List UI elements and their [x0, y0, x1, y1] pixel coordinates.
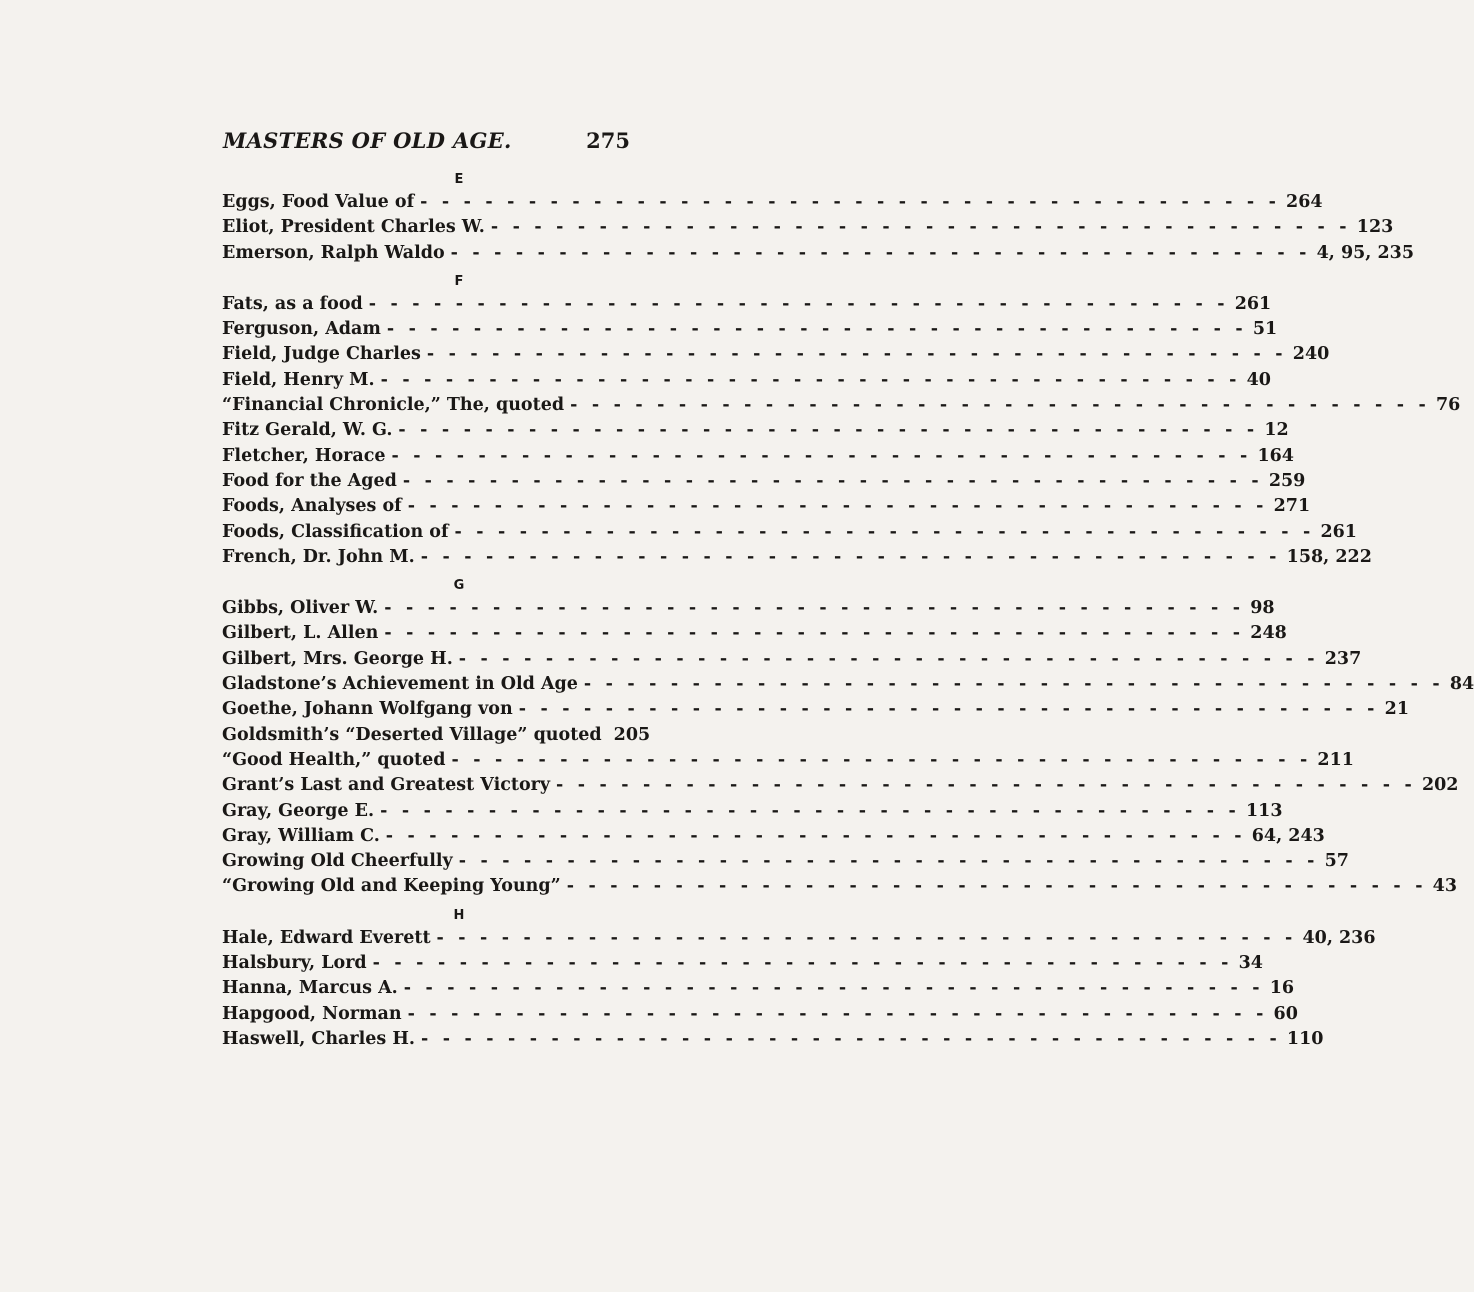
entry-name: Foods, Classification of	[222, 521, 449, 542]
index-entry	[222, 849, 1349, 874]
leader-dashes: - - - - - - - - - - - - - - - - - - - - - - - - - - - - - - - - - - - - - - - -	[384, 623, 1245, 644]
entry-pages: 98	[1250, 598, 1275, 619]
running-title: MASTERS OF OLD AGE.	[223, 128, 512, 153]
section-letter: H	[453, 907, 465, 923]
index-entry	[222, 241, 1415, 266]
entry-pages: 76	[1436, 395, 1461, 416]
index-entry	[222, 926, 1376, 951]
entry-pages: 64, 243	[1251, 825, 1325, 846]
leader-dashes: - - - - - - - - - - - - - - - - - - - - - - - - - - - - - - - - - - - - - - - -	[368, 293, 1229, 314]
leader-dashes: - - - - - - - - - - - - - - - - - - - - - - - - - - - - - - - - - - - - - - - -	[451, 749, 1312, 770]
leader-dashes: - - - - - - - - - - - - - - - - - - - - - - - - - - - - - - - - - - - - - - - -	[583, 674, 1444, 695]
entry-name: Eggs, Food Value of	[222, 192, 415, 212]
entry-name: Eliot, President Charles W.	[222, 217, 485, 238]
index-entry	[222, 697, 1409, 722]
leader-dashes: - - - - - - - - - - - - - - - - - - - - - - - - - - - - - - - - - - - - - - - -	[403, 978, 1264, 999]
leader-dashes: - - - - - - - - - - - - - - - - - - - - - - - - - - - - - - - - - - - - - - - -	[384, 598, 1245, 619]
index-entry	[222, 773, 1459, 798]
entry-pages: 264	[1286, 192, 1323, 212]
entry-pages: 271	[1273, 496, 1311, 517]
entry-pages: 4, 95, 235	[1316, 242, 1415, 263]
entry-name: Halsbury, Lord	[222, 953, 367, 974]
entry-name: Gibbs, Oliver W.	[222, 598, 379, 619]
leader-dashes: - - - - - - - - - - - - - - - - - - - - - - - - - - - - - - - - - - - - - - - -	[450, 242, 1311, 263]
entry-pages: 164	[1257, 445, 1294, 466]
leader-dashes: - - - - - - - - - - - - - - - - - - - - - - - - - - - - - - - - - - - - - - - -	[380, 369, 1241, 390]
entry-pages: 12	[1264, 420, 1289, 441]
index-entry	[222, 596, 1275, 621]
leader-dashes: - - - - - - - - - - - - - - - - - - - - - - - - - - - - - - - - - - - - - - - -	[490, 217, 1351, 238]
index-entry	[222, 976, 1295, 1001]
entry-name: Fitz Gerald, W. G.	[222, 420, 393, 441]
leader-dashes: - - - - - - - - - - - - - - - - - - - - - - - - - - - - - - - - - - - - - - - -	[385, 825, 1246, 846]
running-header	[223, 128, 630, 158]
index-entry	[222, 545, 1372, 570]
entry-name: Ferguson, Adam	[222, 319, 381, 340]
entry-name: French, Dr. John M.	[222, 546, 415, 567]
index-entry	[222, 672, 1474, 697]
entry-pages: 110	[1286, 1028, 1324, 1049]
leader-dashes: - - - - - - - - - - - - - - - - - - - - - - - - - - - - - - - - - - - - - - - -	[386, 319, 1247, 340]
index-entry	[222, 621, 1287, 646]
index-entry	[222, 647, 1362, 672]
index-entry	[222, 1002, 1298, 1027]
entry-name: Gray, George E.	[222, 800, 375, 821]
index-entry	[222, 874, 1458, 899]
index-entry	[222, 368, 1271, 393]
entry-pages: 84	[1449, 674, 1474, 695]
leader-dashes: - - - - - - - - - - - - - - - - - - - - - - - - - - - - - - - - - - - - - - - -	[436, 927, 1297, 948]
entry-pages: 261	[1234, 293, 1272, 314]
leader-dashes: - - - - - - - - - - - - - - - - - - - - - - - - - - - - - - - - - - - - - - - -	[407, 496, 1268, 517]
entry-name: Fletcher, Horace	[222, 445, 386, 466]
index-entry	[222, 342, 1330, 367]
entry-pages: 123	[1356, 217, 1394, 238]
index-entry	[222, 190, 1323, 215]
entry-name: Field, Judge Charles	[222, 344, 421, 365]
index-entry	[222, 393, 1461, 418]
page-number: 275	[586, 128, 630, 153]
entry-name: Food for the Aged	[222, 470, 397, 491]
index-entry	[222, 494, 1311, 519]
entry-name: “Good Health,” quoted	[222, 749, 446, 770]
index-entry	[222, 418, 1289, 443]
leader-dashes: - - - - - - - - - - - - - - - - - - - - - - - - - - - - - - - - - - - - - - - -	[380, 800, 1240, 821]
index-list	[222, 170, 1474, 1052]
leader-dashes: - - - - - - - - - - - - - - - - - - - - - - - - - - - - - - - - - - - - - - - -	[420, 1028, 1281, 1049]
entry-pages: 16	[1269, 978, 1295, 999]
index-entry	[222, 799, 1283, 824]
leader-dashes: - - - - - - - - - - - - - - - - - - - - - - - - - - - - - - - - - - - - - - - -	[407, 1003, 1268, 1024]
entry-pages: 211	[1317, 749, 1354, 770]
section-letter: F	[454, 273, 464, 289]
index-entry	[222, 723, 651, 748]
entry-pages: 259	[1268, 470, 1306, 491]
entry-pages: 51	[1252, 319, 1278, 340]
entry-pages: 158, 222	[1286, 546, 1372, 567]
section-letter: G	[453, 578, 465, 594]
leader-dashes: - - - - - - - - - - - - - - - - - - - - - - - - - - - - - - - - - - - - - - - -	[398, 420, 1259, 441]
index-entry	[222, 292, 1272, 317]
leader-dashes: - - - - - - - - - - - - - - - - - - - - - - - - - - - - - - - - - - - - - - - -	[391, 445, 1252, 466]
leader-dashes: - - - - - - - - - - - - - - - - - - - - - - - - - - - - - - - - - - - - - - - -	[570, 395, 1430, 416]
entry-pages: 40	[1246, 369, 1271, 390]
leader-dashes: - - - - - - - - - - - - - - - - - - - - - - - - - - - - - - - - - - - - - - - -	[402, 470, 1263, 491]
entry-pages: 40, 236	[1302, 927, 1376, 948]
leader-dashes: - - - - - - - - - - - - - - - - - - - - - - - - - - - - - - - - - - - - - - - -	[454, 521, 1315, 542]
entry-name: Foods, Analyses of	[222, 496, 402, 517]
entry-name: Hapgood, Norman	[222, 1003, 402, 1024]
entry-name: Goldsmith’s “Deserted Village” quoted	[222, 724, 602, 745]
entry-name: Growing Old Cheerfully	[222, 851, 453, 872]
entry-name: Gray, William C.	[222, 825, 380, 846]
leader-dashes: - - - - - - - - - - - - - - - - - - - - - - - - - - - - - - - - - - - - - - - -	[372, 953, 1233, 974]
section-letter: E	[454, 172, 464, 187]
index-entry	[222, 215, 1394, 240]
entry-pages: 57	[1324, 851, 1349, 872]
entry-name: Gilbert, Mrs. George H.	[222, 648, 453, 669]
index-entry	[222, 748, 1354, 773]
entry-pages: 240	[1292, 344, 1330, 365]
entry-name: Haswell, Charles H.	[222, 1028, 415, 1049]
index-entry	[222, 1027, 1324, 1052]
entry-name: Gilbert, L. Allen	[222, 623, 379, 644]
leader-dashes: - - - - - - - - - - - - - - - - - - - - - - - - - - - - - - - - - - - - - - - -	[458, 648, 1319, 669]
entry-pages: 34	[1238, 953, 1263, 974]
entry-pages: 248	[1250, 623, 1287, 644]
entry-pages: 60	[1273, 1003, 1298, 1024]
index-entry	[222, 469, 1306, 494]
entry-pages: 113	[1246, 800, 1283, 821]
entry-pages: 205	[613, 724, 651, 745]
entry-name: Gladstone’s Achievement in Old Age	[222, 674, 578, 695]
entry-name: Fats, as a food	[222, 293, 363, 314]
entry-name: Grant’s Last and Greatest Victory	[222, 775, 551, 796]
index-entry	[222, 951, 1263, 976]
index-entry	[222, 520, 1357, 545]
leader-dashes: - - - - - - - - - - - - - - - - - - - - - - - - - - - - - - - - - - - - - - - -	[420, 192, 1281, 212]
entry-pages: 21	[1384, 699, 1409, 720]
leader-dashes: - - - - - - - - - - - - - - - - - - - - - - - - - - - - - - - - - - - - - - - -	[426, 344, 1287, 365]
leader-dashes: - - - - - - - - - - - - - - - - - - - - - - - - - - - - - - - - - - - - - - - -	[556, 775, 1416, 796]
entry-name: Hale, Edward Everett	[222, 927, 431, 948]
entry-pages: 237	[1324, 648, 1362, 669]
entry-pages: 202	[1421, 775, 1459, 796]
index-entry	[222, 444, 1294, 469]
leader-dashes: - - - - - - - - - - - - - - - - - - - - - - - - - - - - - - - - - - - - - - - -	[458, 851, 1319, 872]
index-entry	[222, 824, 1325, 849]
leader-dashes: - - - - - - - - - - - - - - - - - - - - - - - - - - - - - - - - - - - - - - - -	[420, 546, 1281, 567]
entry-name: Goethe, Johann Wolfgang von	[222, 699, 513, 720]
entry-name: Emerson, Ralph Waldo	[222, 242, 445, 263]
entry-name: “Growing Old and Keeping Young”	[222, 876, 561, 897]
leader-dashes: - - - - - - - - - - - - - - - - - - - - - - - - - - - - - - - - - - - - - - - -	[518, 699, 1379, 720]
index-entry	[222, 317, 1278, 342]
entry-pages: 261	[1320, 521, 1357, 542]
entry-name: Hanna, Marcus A.	[222, 978, 398, 999]
leader-dashes: - - - - - - - - - - - - - - - - - - - - - - - - - - - - - - - - - - - - - - - -	[566, 876, 1427, 897]
entry-name: Field, Henry M.	[222, 369, 375, 390]
entry-pages: 43	[1432, 876, 1458, 897]
entry-name: “Financial Chronicle,” The, quoted	[222, 395, 565, 416]
